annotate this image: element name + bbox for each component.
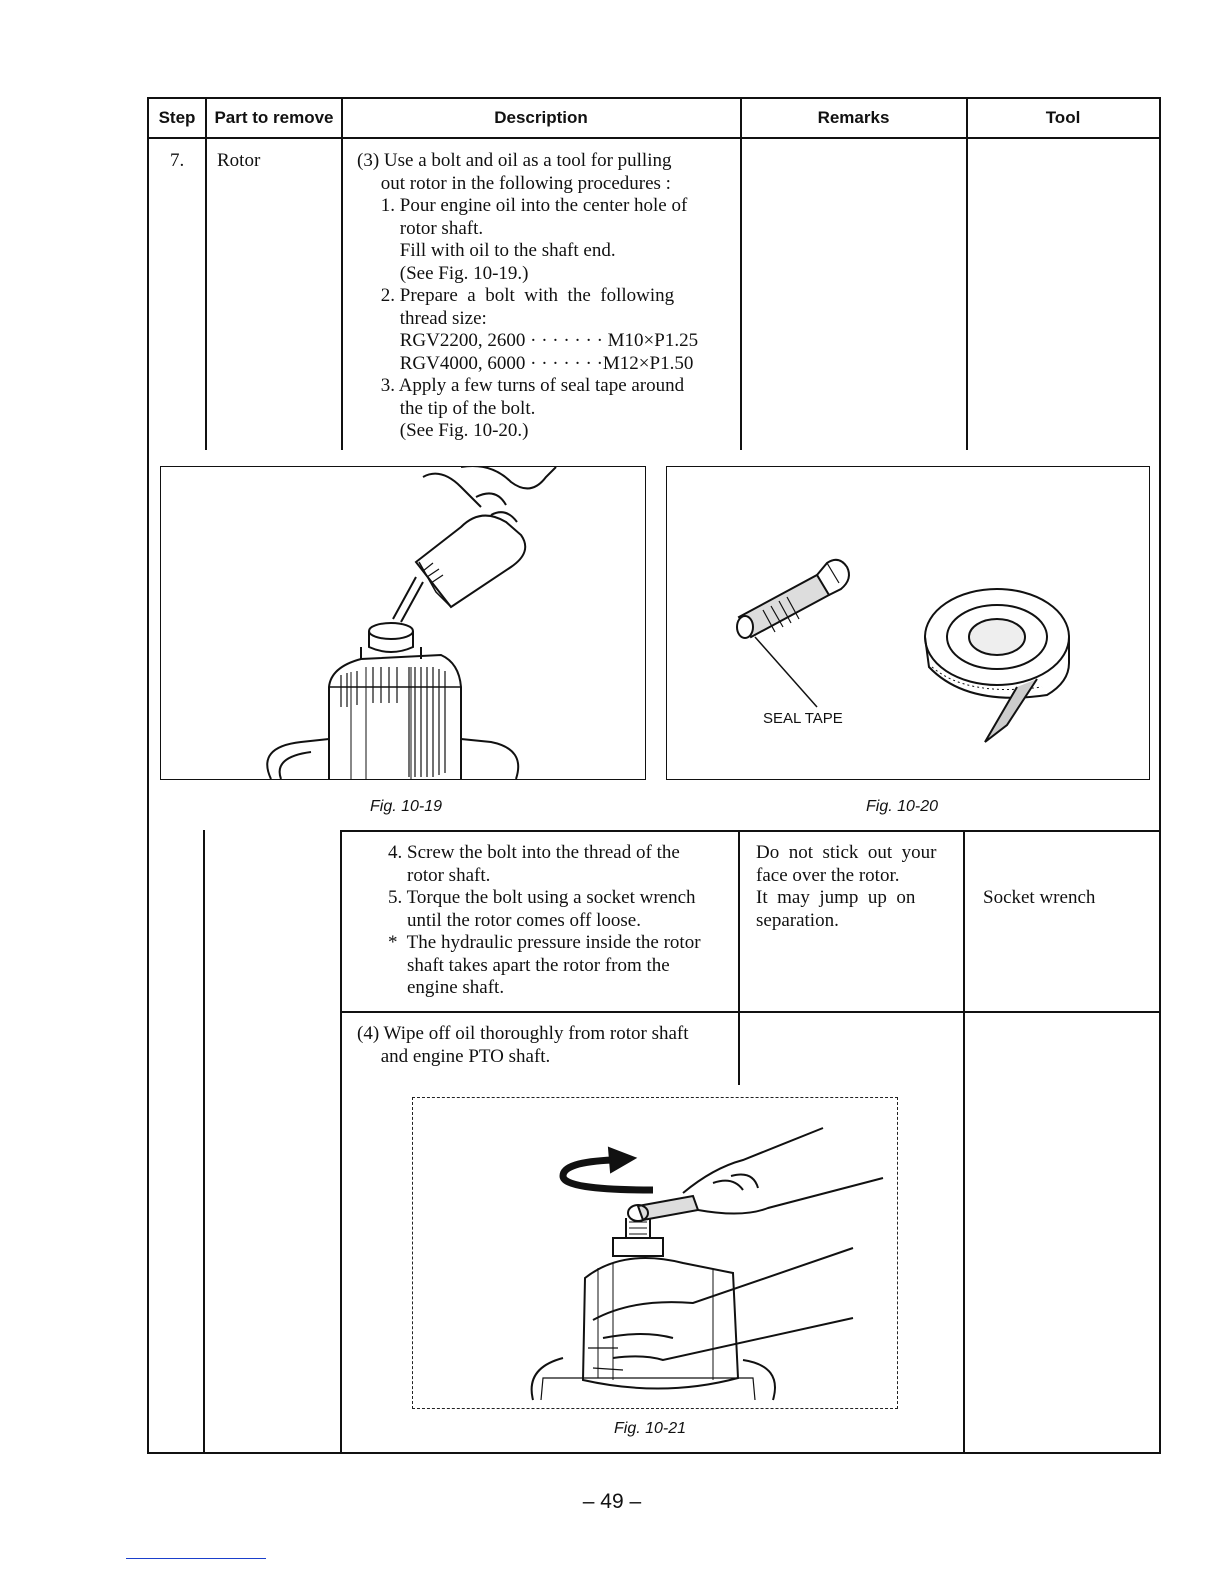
desc-line: Fill with oil to the shaft end. [357, 240, 616, 261]
remark-line: separation. [756, 909, 839, 931]
desc-line: (3) Use a bolt and oil as a tool for pulling [357, 150, 672, 171]
col-divider-step [205, 97, 207, 450]
desc-line: RGV4000, 6000 · · · · · · ·M12×P1.50 [357, 352, 694, 374]
row2-tool: Socket wrench [983, 887, 1096, 908]
row1-part: Rotor [217, 150, 261, 171]
desc-line: thread size: [357, 307, 487, 329]
row1-description [357, 150, 737, 443]
remark-line: Do not stick out your [756, 842, 937, 863]
seal-tape-label: SEAL TAPE [763, 710, 843, 727]
fig-10-21-caption: Fig. 10-21 [614, 1420, 687, 1437]
header-step: Step [158, 108, 196, 127]
desc-line: until the rotor comes off loose. [388, 909, 641, 931]
remark-line: face over the rotor. [756, 864, 900, 886]
desc-line: (4) Wipe off oil thoroughly from rotor shaft [357, 1023, 689, 1044]
table-bottom-border [147, 1452, 1161, 1454]
header-tool: Tool [1045, 108, 1081, 127]
desc-line: 2. Prepare a bolt with the following [357, 285, 675, 306]
bolt-and-seal-tape-illustration [667, 467, 1149, 779]
desc-line: 3. Apply a few turns of seal tape around [357, 375, 685, 396]
col-divider-part-lower [340, 830, 342, 1452]
desc-line: * The hydraulic pressure inside the rotor [388, 932, 701, 953]
footnote-rule [126, 1558, 266, 1559]
desc-line: (See Fig. 10-19.) [357, 262, 529, 284]
col-divider-part [341, 97, 343, 450]
page-number: – 49 – [582, 1490, 642, 1513]
desc-line: 1. Pour engine oil into the center hole of [357, 195, 688, 216]
row2-description [388, 842, 734, 1000]
row2-remarks [756, 842, 956, 932]
desc-line: rotor shaft. [388, 864, 491, 886]
desc-line: 4. Screw the bolt into the thread of the [388, 842, 680, 863]
socket-wrench-illustration [413, 1098, 897, 1408]
header-description: Description [494, 108, 588, 127]
desc-line: RGV2200, 2600 · · · · · · · M10×P1.25 [357, 330, 699, 351]
col-divider-remarks [966, 97, 968, 450]
fig-10-20-caption: Fig. 10-20 [866, 798, 939, 815]
oil-pouring-illustration [161, 467, 645, 779]
desc-line: (See Fig. 10-20.) [357, 420, 529, 441]
figure-10-20 [666, 466, 1150, 780]
row2-top-border [340, 830, 1160, 832]
col-divider-desc-lower [738, 830, 740, 1085]
figure-10-21 [412, 1097, 898, 1409]
table-left-border [147, 97, 149, 1454]
header-remarks: Remarks [817, 108, 890, 127]
table-right-border [1159, 97, 1161, 1454]
row1-step: 7. [170, 150, 185, 171]
desc-line: engine shaft. [388, 977, 505, 998]
remark-line: It may jump up on [756, 887, 916, 908]
desc-line: and engine PTO shaft. [357, 1045, 551, 1067]
header-part-to-remove: Part to remove [214, 108, 334, 127]
col-divider-remarks-lower [963, 830, 965, 1452]
desc-line: shaft takes apart the rotor from the [388, 954, 670, 976]
desc-line: the tip of the bolt. [357, 397, 536, 419]
desc-line: rotor shaft. [357, 217, 484, 239]
desc-line: out rotor in the following procedures : [357, 172, 671, 194]
figure-10-19 [160, 466, 646, 780]
col-divider-step-lower [203, 830, 205, 1452]
col-divider-desc [740, 97, 742, 450]
desc-line: 5. Torque the bolt using a socket wrench [388, 887, 696, 908]
row3-description [357, 1023, 735, 1068]
row3-top-border [340, 1011, 1160, 1013]
fig-10-19-caption: Fig. 10-19 [370, 798, 443, 815]
